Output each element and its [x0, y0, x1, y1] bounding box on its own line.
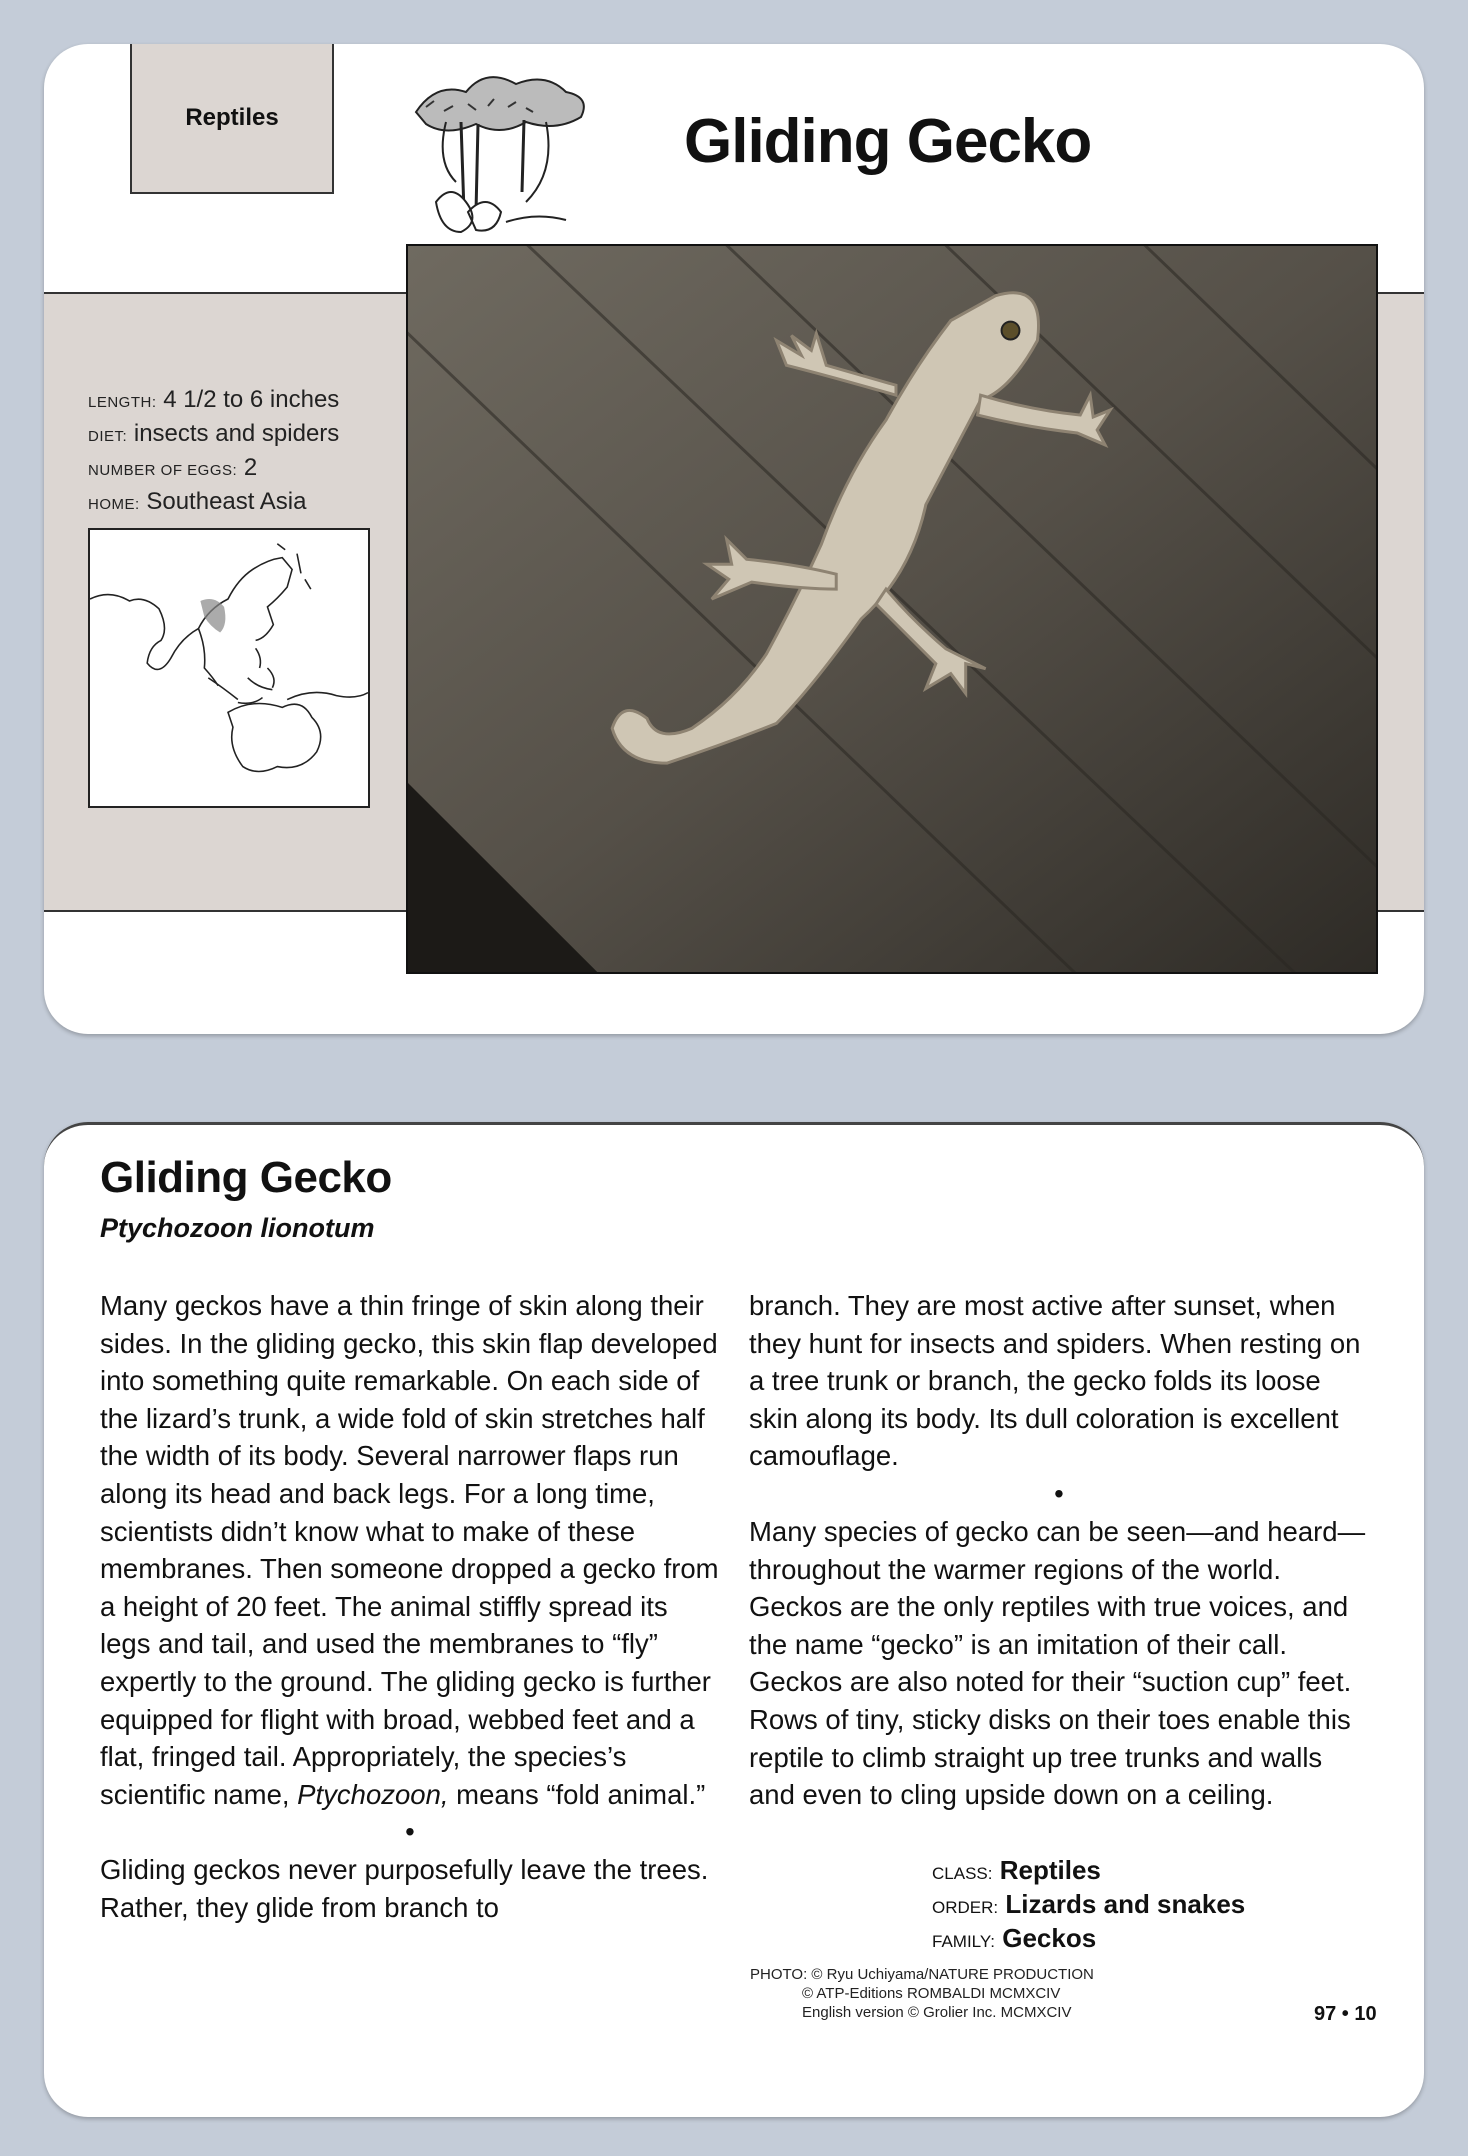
card-front: [44, 44, 1424, 1034]
taxonomy-order-label: ORDER:: [932, 1898, 999, 1917]
paragraph: branch. They are most active after sunset, when they hunt for insects and spiders. When resting on a tree trunk or branch, the gecko folds its loose skin along its body. Its dull coloration is excellent camouflage.: [749, 1290, 1361, 1472]
taxonomy-class-value: Reptiles: [999, 1855, 1101, 1885]
paragraph-italic: Ptychozoon,: [297, 1778, 449, 1810]
paragraph: Gliding geckos never purposefully leave the trees. Rather, they glide from branch to: [100, 1854, 709, 1923]
taxonomy-class-label: CLASS:: [932, 1864, 993, 1883]
separator-bullet: •: [405, 1816, 415, 1848]
stat-eggs-label: NUMBER OF EGGS:: [88, 462, 238, 479]
credits-line: © ATP-Editions ROMBALDI MCMXCIV: [802, 1985, 1061, 2002]
paragraph-text: means “fold animal.”: [448, 1778, 706, 1810]
category-text: Reptiles: [185, 104, 279, 131]
stat-diet-value: insects and spiders: [133, 420, 340, 447]
photo-credits: [750, 1965, 1094, 2022]
card-back: [44, 1122, 1424, 2117]
stat-eggs: [88, 452, 339, 486]
stat-length: [88, 384, 339, 418]
credits-line: © Ryu Uchiyama/NATURE PRODUCTION: [811, 1966, 1094, 1983]
forest-habitat-icon: [406, 62, 596, 242]
credits-photo-label: PHOTO:: [750, 1966, 808, 1983]
taxonomy-family-label: FAMILY:: [932, 1932, 995, 1951]
back-title: Gliding Gecko: [100, 1153, 392, 1202]
taxonomy-family-value: Geckos: [1002, 1923, 1097, 1953]
stat-diet-label: DIET:: [88, 428, 128, 445]
paragraph: [100, 1287, 720, 1813]
taxonomy-order-value: Lizards and snakes: [1005, 1889, 1246, 1919]
gecko-photo: [406, 244, 1378, 974]
stats-block: [88, 384, 339, 520]
taxonomy-block: [932, 1855, 1245, 1957]
scientific-name: Ptychozoon lionotum: [100, 1213, 375, 1243]
text-column-right: [749, 1287, 1369, 1814]
card-number: 97 • 10: [1314, 2003, 1377, 2025]
front-title: Gliding Gecko: [684, 107, 1092, 176]
stat-eggs-value: 2: [243, 454, 258, 481]
text-column-left: [100, 1287, 720, 1927]
stat-home-label: HOME:: [88, 496, 140, 513]
taxonomy-family: [932, 1923, 1245, 1957]
stat-length-value: 4 1/2 to 6 inches: [163, 386, 340, 413]
stat-length-label: LENGTH:: [88, 394, 157, 411]
credits-line: English version © Grolier Inc. MCMXCIV: [802, 2004, 1072, 2021]
stat-home: [88, 486, 339, 520]
paragraph-text: Many geckos have a thin fringe of skin along their sides. In the gliding gecko, this skin flap developed into something quite remarkable. On each side of the lizard’s trunk, a wide fold of skin stretches half the width of its body. Several narrower flaps run along its head and back legs. For a long time, scientists didn’t know what to make of these membranes. Then someone dropped a gecko from a height of 20 feet. The animal stiffly spread its legs and tail, and used the membranes to “fly” expertly to the ground. The gliding gecko is further equipped for flight with broad, webbed feet and a flat, fringed tail. Appropriately, the species’s scientific name,: [100, 1290, 719, 1810]
taxonomy-class: [932, 1855, 1245, 1889]
stat-diet: [88, 418, 339, 452]
category-label: [130, 44, 334, 194]
range-map: [88, 528, 370, 808]
separator-bullet: •: [1054, 1477, 1064, 1509]
taxonomy-order: [932, 1889, 1245, 1923]
paragraph: Many species of gecko can be seen—and heard—throughout the warmer regions of the world. Geckos are the only reptiles with true voices, and the name “gecko” is an imitation of their call. Geckos are also noted for their “suction cup” feet. Rows of tiny, sticky disks on their toes enable this reptile to climb straight up tree trunks and walls and even to cling upside down on a ceiling.: [749, 1515, 1366, 1811]
stat-home-value: Southeast Asia: [146, 488, 307, 515]
